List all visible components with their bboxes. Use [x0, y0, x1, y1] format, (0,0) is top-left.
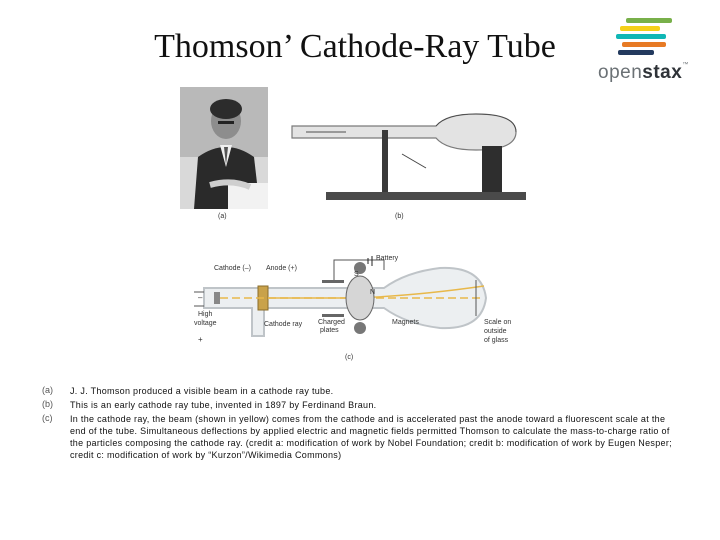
- caption-key: (a): [42, 385, 53, 395]
- caption-key: (b): [42, 399, 53, 409]
- logo-bar: [618, 50, 654, 55]
- label-plus: +: [198, 335, 203, 344]
- label-cathode: Cathode (–): [214, 265, 251, 272]
- figure-label-a: (a): [218, 213, 227, 220]
- braun-tube-photo: [286, 108, 526, 208]
- caption-row: [42, 385, 672, 397]
- label-cathode-ray: Cathode ray: [264, 321, 303, 328]
- thomson-portrait-photo: [180, 87, 268, 209]
- openstax-wordmark: openstax™: [598, 62, 689, 83]
- caption-key: (c): [42, 413, 53, 423]
- logo-bar: [616, 34, 666, 39]
- label-plates: plates: [320, 327, 339, 334]
- logo-bar: [626, 18, 672, 23]
- caption-text: This is an early cathode ray tube, invented in 1897 by Ferdinand Braun.: [70, 400, 377, 410]
- openstax-logo: [598, 18, 702, 88]
- logo-bar: [622, 42, 666, 47]
- label-minus: –: [198, 293, 203, 302]
- figure-label-c: (c): [345, 354, 354, 361]
- caption-row: [42, 399, 672, 411]
- figure-label-b: (b): [395, 213, 404, 220]
- caption-text: J. J. Thomson produced a visible beam in a cathode ray tube.: [70, 386, 334, 396]
- label-magnets: Magnets: [392, 319, 419, 326]
- label-charged: Charged: [318, 319, 345, 326]
- label-s: S: [354, 271, 359, 278]
- slide-title: Thomson’ Cathode-Ray Tube: [154, 28, 556, 65]
- label-high: High: [198, 311, 213, 318]
- caption-row: [42, 413, 672, 461]
- label-of-glass: of glass: [484, 337, 509, 344]
- label-battery: Battery: [376, 255, 399, 262]
- caption-text: In the cathode ray, the beam (shown in yellow) comes from the cathode and is accelerated past the anode toward a fluorescent scale at the end of the tube. Simultaneous deflections by applied electric and magnetic fields permitted Thomson to calculate the mass-to-charge ratio of the particles composing the cathode ray. (credit a: modification of work by Nobel Foundation; credit b: modification of work by Eugen Nesper; credit c: modification of work by “Kurzon”/Wikimedia Commons): [70, 414, 672, 460]
- label-outside: outside: [484, 328, 507, 335]
- label-n: N: [370, 289, 376, 296]
- caption-list: [42, 385, 672, 463]
- label-anode: Anode (+): [266, 265, 297, 272]
- label-voltage: voltage: [194, 320, 217, 327]
- openstax-logo-bars: [616, 18, 672, 56]
- label-scale-on: Scale on: [484, 319, 512, 326]
- logo-bar: [620, 26, 660, 31]
- cathode-ray-tube-diagram: [194, 248, 530, 368]
